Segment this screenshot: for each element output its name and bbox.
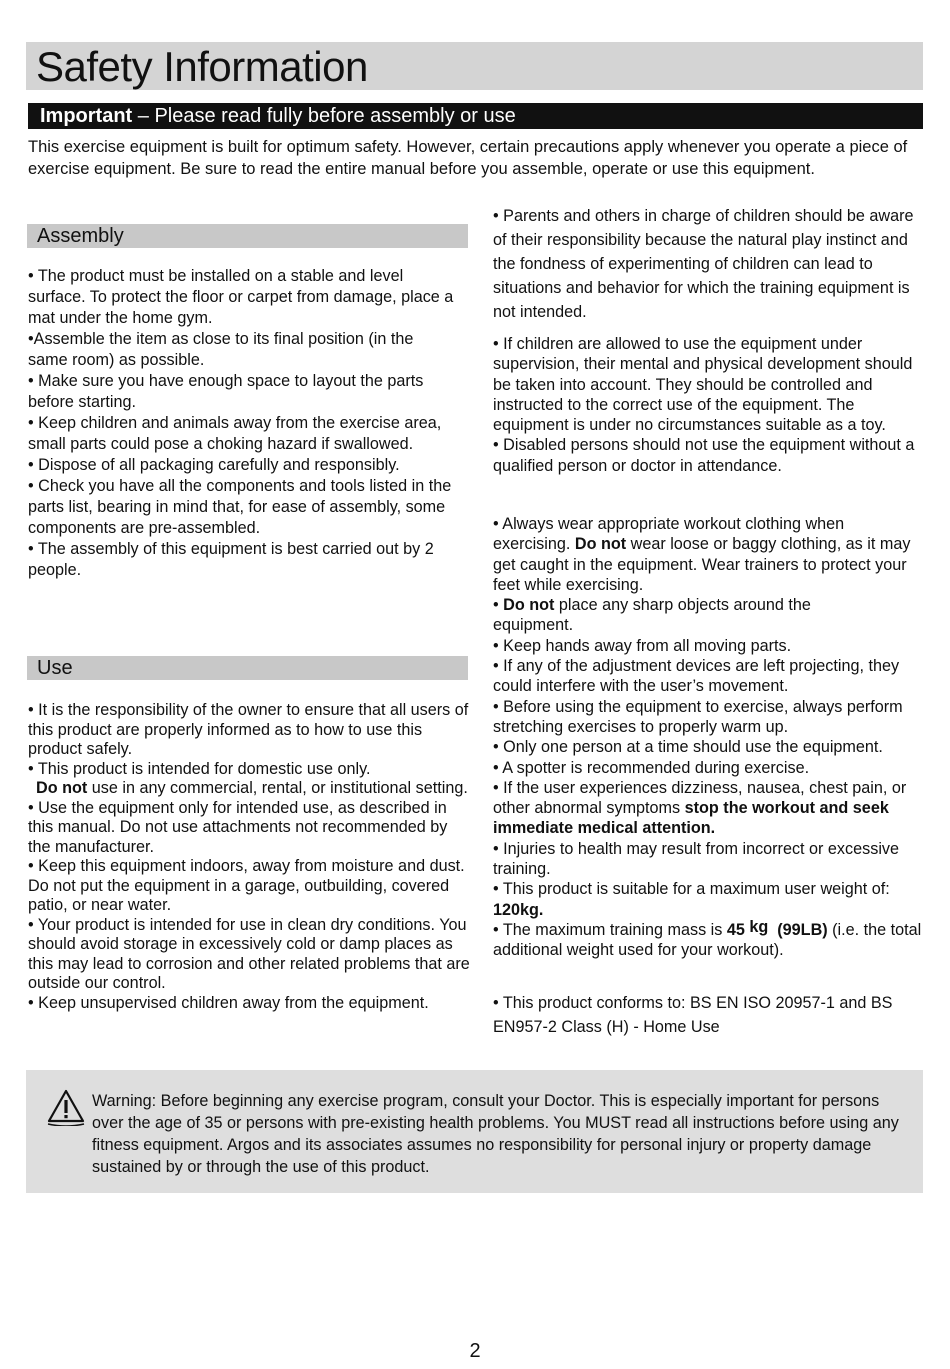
assembly-item: • Check you have all the components and tools listed in the parts list, bearing in mind that, for ease of assembly, some components are pre-assembled. — [28, 477, 452, 537]
mass-text-2: (i.e. the total additional weight used for your workout). — [493, 920, 922, 960]
intro-paragraph: This exercise equipment is built for optimum safety. However, certain precautions apply whenever you operate a piece of exercise equipment. Be sure to read the entire manual before you assemble, operate or use this equipment. — [28, 138, 908, 178]
assembly-item: • The assembly of this equipment is best carried out by 2 people. — [28, 540, 434, 579]
max-user-weight: 120kg. — [493, 900, 544, 919]
mass-text: • The maximum training mass is — [493, 920, 727, 939]
warning-box — [26, 1070, 923, 1193]
assembly-item: • The product must be installed on a stable and level surface. To protect the floor or carpet from damage, place a mat under the home gym. — [28, 267, 454, 327]
children-item: • If children are allowed to use the equipment under supervision, their mental and physical development should be taken into account. They should be controlled and instructed to the correct use of the equipment. The equipment is under no circumstances suitable as a toy. — [493, 335, 913, 435]
hands-item: • Keep hands away from all moving parts. — [493, 636, 792, 655]
dizzy-item — [493, 778, 923, 839]
sharp-text: place any sharp objects around the equipment. — [493, 596, 811, 635]
right-list — [493, 514, 923, 961]
conforms-item: • This product conforms to: BS EN ISO 20957-1 and BS EN957-2 Class (H) - Home Use — [493, 994, 893, 1036]
spotter-item: • A spotter is recommended during exercise. — [493, 758, 810, 777]
one-person-item: • Only one person at a time should use the equipment. — [493, 738, 883, 757]
adjust-item: • If any of the adjustment devices are left projecting, they could interfere with the user’s movement. — [493, 657, 900, 696]
clothing-text: • Always wear appropriate workout clothing when exercising. — [493, 515, 845, 554]
important-banner — [28, 103, 923, 129]
use-item-text: use in any commercial, rental, or institutional setting. — [87, 779, 468, 797]
page-title: Safety Information — [36, 43, 368, 90]
use-list — [28, 701, 473, 1013]
use-item: • This product is intended for domestic use only. — [28, 759, 371, 778]
max-user-item — [493, 879, 923, 920]
use-heading: Use — [27, 656, 468, 680]
parents-item: • Parents and others in charge of children should be aware of their responsibility because the natural play instinct and the fondness of experimenting of children can lead to situations and behavior for which the training equipment is not intended. — [493, 207, 914, 321]
title-bar — [26, 42, 923, 90]
assembly-item: • Dispose of all packaging carefully and responsibly. — [28, 456, 400, 474]
assembly-list — [28, 266, 456, 581]
use-item: • Keep unsupervised children away from the equipment. — [28, 993, 429, 1012]
use-item: • Use the equipment only for intended use, as described in this manual. Do not use attachments not recommended by the manufacturer. — [28, 798, 448, 856]
do-not-label: Do not — [503, 596, 555, 615]
assembly-item: •Assemble the item as close to its final position (in the same room) as possible. — [28, 330, 414, 369]
use-item — [28, 779, 473, 799]
conforms-block — [493, 991, 913, 1039]
bullet: • — [493, 596, 504, 615]
assembly-item: • Make sure you have enough space to layout the parts before starting. — [28, 372, 424, 411]
use-item: • Keep this equipment indoors, away from moisture and dust. Do not put the equipment in a garage, outbuilding, covered patio, or near water. — [28, 857, 465, 914]
stretch-item: • Before using the equipment to exercise, always perform stretching exercises to properly warm up. — [493, 697, 903, 736]
warning-text: Warning: Before beginning any exercise program, consult your Doctor. This is especially important for persons over the age of 35 or persons with pre-existing health problems. You MUST read all instructions before using any fitness equipment. Argos and its associates assumes no responsibility for personal injury or property damage sustained by or through the use of this product. — [92, 1092, 899, 1176]
page-number: 2 — [469, 1340, 481, 1362]
use-item: • Your product is intended for use in clean dry conditions. You should avoid storage in excessively cold or damp places as this may lead to corrosion and other related problems that are outside our control. — [28, 915, 470, 992]
mass-lb: (99LB) — [777, 920, 828, 939]
assembly-item: • Keep children and animals away from the exercise area, small parts could pose a choking hazard if swallowed. — [28, 414, 442, 453]
sharp-item — [493, 595, 923, 636]
do-not-label: Do not — [574, 535, 627, 554]
disabled-item: • Disabled persons should not use the equipment without a qualified person or doctor in attendance. — [493, 436, 915, 475]
injuries-item: • Injuries to health may result from incorrect or excessive training. — [493, 839, 900, 879]
clothing-text-2: wear loose or baggy clothing, as it may get caught in the equipment. Wear trainers to protect your feet while exercising. — [493, 535, 911, 594]
mass-unit: kg — [749, 917, 769, 936]
right-top — [493, 204, 931, 324]
assembly-heading: Assembly — [27, 224, 468, 248]
do-not-label: Do not — [36, 779, 88, 797]
warning-triangle-icon — [46, 1088, 86, 1126]
clothing-item — [493, 514, 923, 595]
use-item: • It is the responsibility of the owner to ensure that all users of this product are properly informed as to how to use this product safely. — [28, 701, 469, 758]
max-user-text: • This product is suitable for a maximum user weight of: — [493, 880, 890, 899]
important-text: – Please read fully before assembly or use — [132, 105, 516, 127]
right-mid — [493, 334, 923, 476]
mass-value: 45 — [726, 920, 750, 939]
stop-workout-label: stop the workout and seek immediate medical attention. — [493, 799, 889, 838]
mass-item — [493, 917, 923, 961]
important-label: Important — [40, 105, 133, 127]
dizzy-text: • If the user experiences dizziness, nausea, chest pain, or other abnormal symptoms — [493, 778, 907, 818]
